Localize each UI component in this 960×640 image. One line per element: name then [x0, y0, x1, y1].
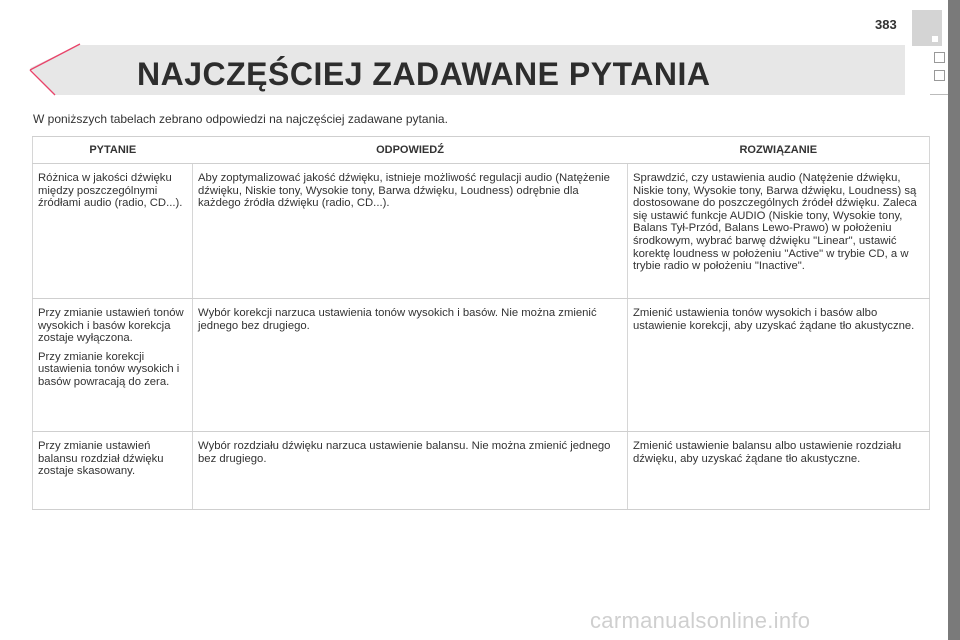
column-header-solution: ROZWIĄZANIE	[628, 137, 930, 164]
solution-cell: Zmienić ustawienie balansu albo ustawienie rozdziału dźwięku, aby uzyskać żądane tło akustyczne.	[628, 432, 930, 510]
column-header-answer: ODPOWIEDŹ	[193, 137, 628, 164]
question-text: Przy zmianie ustawień tonów wysokich i basów korekcja zostaje wyłączona.	[38, 307, 184, 345]
question-cell	[33, 164, 193, 299]
watermark: carmanualsonline.info	[590, 608, 811, 633]
question-text: Przy zmianie ustawień balansu rozdział dźwięku zostaje skasowany.	[38, 440, 164, 478]
intro-text: W poniższych tabelach zebrano odpowiedzi na najczęściej zadawane pytania.	[33, 112, 448, 126]
table-row	[33, 299, 930, 432]
solution-cell: Zmienić ustawienia tonów wysokich i basów albo ustawienie korekcji, aby uzyskać żądane tło akustyczne.	[628, 299, 930, 432]
table-header-row	[33, 137, 930, 164]
chapter-tab-marker	[912, 10, 942, 46]
answer-cell: Wybór korekcji narzuca ustawienia tonów wysokich i basów. Nie można zmienić jednego bez drugiego.	[193, 299, 628, 432]
side-divider	[930, 94, 948, 95]
question-cell	[33, 299, 193, 432]
side-strip	[948, 0, 960, 640]
table-row	[33, 164, 930, 299]
answer-cell: Aby zoptymalizować jakość dźwięku, istnieje możliwość regulacji audio (Natężenie dźwięku, Niskie tony, Wysokie tony, Barwa dźwięku, Loudness) odrębnie dla każdego źródła dźwięku (radio, CD...).	[193, 164, 628, 299]
faq-table	[32, 136, 930, 510]
answer-cell: Wybór rozdziału dźwięku narzuca ustawienie balansu. Nie można zmienić jednego bez drugiego.	[193, 432, 628, 510]
side-checkbox-icon	[934, 70, 945, 81]
side-checkbox-icon	[934, 52, 945, 63]
page-title: NAJCZĘŚCIEJ ZADAWANE PYTANIA	[137, 56, 711, 92]
solution-cell: Sprawdzić, czy ustawienia audio (Natężenie dźwięku, Niskie tony, Wysokie tony, Barwa dźwięku, Loudness) są dostosowane do poszczególnych źródeł dźwięku. Zaleca się ustawić funkcje AUDIO (Niskie tony, Wysokie tony, Balans Tył-Przód, Balans Lewo-Prawo) w położeniu środkowym, wybrać barwę dźwięku "Linear", ustawić korektę loudness w położeniu "Active" w trybie CD, a w trybie radio w położeniu "Inactive".	[628, 164, 930, 299]
question-cell	[33, 432, 193, 510]
question-text: Różnica w jakości dźwięku między poszczególnymi źródłami audio (radio, CD...).	[38, 172, 183, 210]
page-number: 383	[875, 17, 897, 32]
column-header-question: PYTANIE	[33, 137, 193, 164]
question-text: Przy zmianie korekcji ustawienia tonów wysokich i basów powracają do zera.	[38, 350, 180, 388]
table-row	[33, 432, 930, 510]
